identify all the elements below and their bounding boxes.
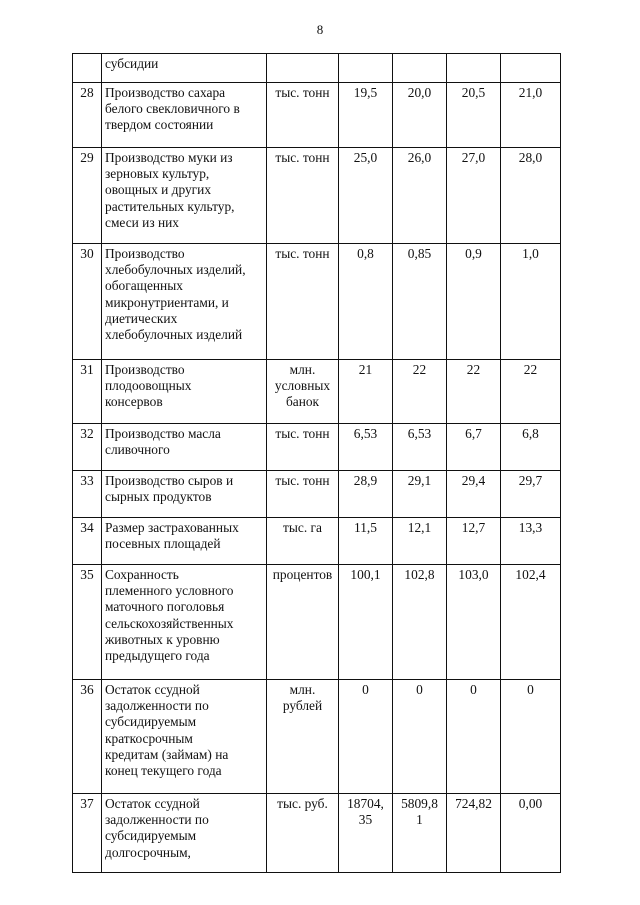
value-year-2 xyxy=(393,54,447,83)
value-year-4 xyxy=(501,424,561,471)
value-year-3 xyxy=(447,565,501,680)
indicator-name xyxy=(102,360,267,424)
value-year-3 xyxy=(447,680,501,794)
value-year-1 xyxy=(339,518,393,565)
value-year-1 xyxy=(339,148,393,244)
value-year-2 xyxy=(393,148,447,244)
indicator-name-text: Производство сыров и сырных продуктов xyxy=(105,473,234,505)
value-year-2 xyxy=(393,83,447,148)
indicator-name-text: Производство хлебобулочных изделий, обогащенных микронутриентами, и диетических хлебобулочных изделий xyxy=(105,246,246,343)
indicator-name xyxy=(102,471,267,518)
value-year-3 xyxy=(447,54,501,83)
row-number xyxy=(73,471,102,518)
unit-cell xyxy=(267,471,339,518)
value-year-3-text: 29,4 xyxy=(461,473,486,488)
value-year-1-text: 6,53 xyxy=(353,426,378,441)
unit-cell-text: тыс. тонн xyxy=(275,85,330,100)
indicator-name-text: Сохранность племенного условного маточного поголовья сельскохозяйственных животных к уровню предыдущего года xyxy=(105,567,234,664)
row-number xyxy=(73,794,102,873)
table-row xyxy=(73,565,561,680)
indicator-name-text: субсидии xyxy=(105,56,159,71)
table-row xyxy=(73,244,561,360)
page-number: 8 xyxy=(316,22,324,37)
value-year-1 xyxy=(339,680,393,794)
value-year-4 xyxy=(501,148,561,244)
row-number-text: 31 xyxy=(80,362,94,377)
unit-cell-text: тыс. руб. xyxy=(277,796,328,811)
row-number xyxy=(73,518,102,565)
value-year-4 xyxy=(501,471,561,518)
row-number xyxy=(73,148,102,244)
indicator-name-text: Производство масла сливочного xyxy=(105,426,221,458)
value-year-3-text: 6,7 xyxy=(465,426,482,441)
unit-cell-text: тыс. тонн xyxy=(275,246,330,261)
value-year-3 xyxy=(447,244,501,360)
value-year-2 xyxy=(393,360,447,424)
value-year-3 xyxy=(447,794,501,873)
table-row xyxy=(73,424,561,471)
row-number xyxy=(73,565,102,680)
row-number-text: 29 xyxy=(80,150,94,165)
row-number xyxy=(73,424,102,471)
value-year-1 xyxy=(339,360,393,424)
unit-cell-text: тыс. тонн xyxy=(275,150,330,165)
value-year-4 xyxy=(501,360,561,424)
value-year-1 xyxy=(339,471,393,518)
unit-cell xyxy=(267,360,339,424)
row-number xyxy=(73,680,102,794)
table-row xyxy=(73,794,561,873)
row-number-text: 33 xyxy=(80,473,94,488)
indicators-table xyxy=(72,53,561,873)
value-year-4-text: 1,0 xyxy=(522,246,539,261)
row-number xyxy=(73,83,102,148)
value-year-3 xyxy=(447,424,501,471)
table-row xyxy=(73,148,561,244)
unit-cell xyxy=(267,244,339,360)
unit-cell-text: млн. условных банок xyxy=(274,362,331,410)
unit-cell-text: тыс. га xyxy=(283,520,322,535)
unit-cell xyxy=(267,424,339,471)
value-year-2-text: 29,1 xyxy=(407,473,432,488)
value-year-2 xyxy=(393,244,447,360)
value-year-4-text: 6,8 xyxy=(522,426,539,441)
indicator-name xyxy=(102,148,267,244)
value-year-3-text: 0 xyxy=(470,682,477,697)
indicator-name-text: Производство сахара белого свекловичного в твердом состоянии xyxy=(105,85,240,133)
value-year-2-text: 0 xyxy=(416,682,423,697)
value-year-1-text: 0,8 xyxy=(357,246,374,261)
value-year-2-text: 6,53 xyxy=(407,426,432,441)
value-year-3-text: 22 xyxy=(466,362,481,377)
value-year-2 xyxy=(393,518,447,565)
value-year-3-text: 0,9 xyxy=(465,246,482,261)
value-year-1-text: 0 xyxy=(362,682,369,697)
unit-cell xyxy=(267,565,339,680)
unit-cell-text: тыс. тонн xyxy=(275,426,330,441)
value-year-4 xyxy=(501,565,561,680)
value-year-4-text: 28,0 xyxy=(518,150,543,165)
indicator-name xyxy=(102,518,267,565)
row-number-text: 37 xyxy=(80,796,94,811)
unit-cell xyxy=(267,518,339,565)
value-year-1-text: 19,5 xyxy=(353,85,378,100)
value-year-3-text: 12,7 xyxy=(461,520,486,535)
indicator-name xyxy=(102,54,267,83)
value-year-2-text: 22 xyxy=(412,362,427,377)
unit-cell xyxy=(267,54,339,83)
value-year-3-text: 20,5 xyxy=(461,85,486,100)
value-year-3 xyxy=(447,471,501,518)
indicator-name-text: Размер застрахованных посевных площадей xyxy=(105,520,239,552)
indicator-name xyxy=(102,244,267,360)
unit-cell-text: процентов xyxy=(272,567,333,582)
indicator-name-text: Производство плодоовощных консервов xyxy=(105,362,192,410)
value-year-4-text: 22 xyxy=(523,362,538,377)
value-year-2-text: 102,8 xyxy=(404,567,435,582)
value-year-1 xyxy=(339,54,393,83)
row-number-text: 34 xyxy=(80,520,94,535)
value-year-1-text: 28,9 xyxy=(353,473,378,488)
row-number-text: 35 xyxy=(80,567,94,582)
table-row xyxy=(73,471,561,518)
row-number-text: 30 xyxy=(80,246,94,261)
value-year-3 xyxy=(447,83,501,148)
value-year-4 xyxy=(501,54,561,83)
unit-cell-text: тыс. тонн xyxy=(275,473,330,488)
value-year-4 xyxy=(501,794,561,873)
value-year-3-text: 724,82 xyxy=(455,796,492,811)
value-year-2-text: 12,1 xyxy=(407,520,432,535)
unit-cell xyxy=(267,148,339,244)
indicator-name xyxy=(102,680,267,794)
row-number-text: 32 xyxy=(80,426,94,441)
value-year-4-text: 102,4 xyxy=(515,567,546,582)
row-number xyxy=(73,244,102,360)
indicator-name-text: Производство муки из зерновых культур, овощных и других растительных культур, смеси из них xyxy=(105,150,235,230)
value-year-1-text: 25,0 xyxy=(353,150,378,165)
unit-cell xyxy=(267,680,339,794)
table-row xyxy=(73,680,561,794)
row-number xyxy=(73,54,102,83)
value-year-2 xyxy=(393,424,447,471)
value-year-1-text: 21 xyxy=(358,362,373,377)
unit-cell xyxy=(267,794,339,873)
value-year-4-text: 29,7 xyxy=(518,473,543,488)
indicator-name-text: Остаток ссудной задолженности по субсидируемым долгосрочным, xyxy=(105,796,209,860)
row-number xyxy=(73,360,102,424)
value-year-2-text: 0,85 xyxy=(407,246,432,261)
value-year-2-text: 5809,8 1 xyxy=(401,796,438,828)
table-row xyxy=(73,518,561,565)
value-year-3-text: 27,0 xyxy=(461,150,486,165)
row-number-text: 36 xyxy=(80,682,94,697)
value-year-3-text: 103,0 xyxy=(458,567,489,582)
table-row xyxy=(73,360,561,424)
value-year-2-text: 20,0 xyxy=(407,85,432,100)
value-year-3 xyxy=(447,518,501,565)
indicator-name-text: Остаток ссудной задолженности по субсидируемым краткосрочным кредитам (займам) на конец текущего года xyxy=(105,682,229,779)
value-year-4 xyxy=(501,680,561,794)
value-year-4-text: 0 xyxy=(527,682,534,697)
value-year-2-text: 26,0 xyxy=(407,150,432,165)
value-year-2 xyxy=(393,565,447,680)
value-year-1 xyxy=(339,424,393,471)
value-year-3 xyxy=(447,148,501,244)
value-year-1 xyxy=(339,83,393,148)
value-year-4-text: 0,00 xyxy=(518,796,543,811)
value-year-1 xyxy=(339,244,393,360)
value-year-4-text: 13,3 xyxy=(518,520,543,535)
value-year-4 xyxy=(501,244,561,360)
value-year-4-text: 21,0 xyxy=(518,85,543,100)
value-year-1-text: 11,5 xyxy=(354,520,377,535)
value-year-1 xyxy=(339,565,393,680)
indicator-name xyxy=(102,83,267,148)
value-year-2 xyxy=(393,680,447,794)
value-year-1-text: 18704, 35 xyxy=(347,796,384,828)
unit-cell-text: млн. рублей xyxy=(282,682,323,714)
value-year-1 xyxy=(339,794,393,873)
row-number-text: 28 xyxy=(80,85,94,100)
table-row xyxy=(73,83,561,148)
unit-cell xyxy=(267,83,339,148)
table-row xyxy=(73,54,561,83)
indicator-name xyxy=(102,424,267,471)
indicator-name xyxy=(102,565,267,680)
indicator-name xyxy=(102,794,267,873)
value-year-4 xyxy=(501,518,561,565)
value-year-1-text: 100,1 xyxy=(350,567,381,582)
value-year-3 xyxy=(447,360,501,424)
value-year-2 xyxy=(393,794,447,873)
value-year-2 xyxy=(393,471,447,518)
value-year-4 xyxy=(501,83,561,148)
